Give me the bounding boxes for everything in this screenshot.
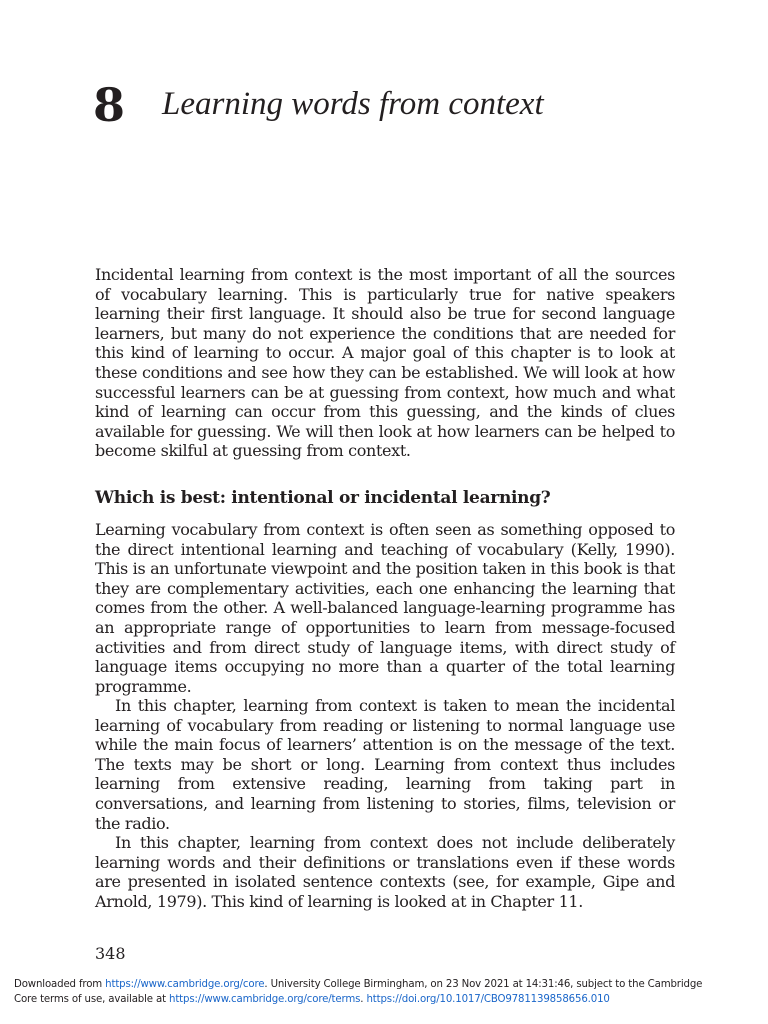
footer-downloaded-from: Downloaded from [14,979,106,990]
body-paragraph-3: In this chapter, learning from context does not include deliberately learning words and their definitions or translations even if these words are presented in isolated sentence contexts (see, for example, Gipe and Arnold, 1979). This kind of learning is looked at in Chapter 11. [95,833,675,911]
section-heading: Which is best: intentional or incidental learning? [95,488,551,508]
body-paragraph-1: Learning vocabulary from context is often seen as something opposed to the direct intentional learning and teaching of vocabulary (Kelly, 1990). This is an unfortunate viewpoint and the position taken in this book is that they are complementary activities, each one enhancing the learning that comes from the other. A well-balanced language-learning programme has an appropriate range of opportunities to learn from message-focused activities and from direct study of language items, with direct study of language items occupying no more than a quarter of the total learning programme. [95,520,675,696]
footer-line-2 [14,992,764,1007]
body-paragraph-2: In this chapter, learning from context is taken to mean the incidental learning of vocabulary from reading or listening to normal language use while the main focus of learners’ attention is on the message of the text. The texts may be short or long. Learning from context thus includes learning from extensive reading, learning from taking part in conversations, and learning from listening to stories, films, television or the radio. [95,696,675,833]
terms-link[interactable]: https://www.cambridge.org/core/terms [169,994,361,1005]
page-number: 348 [95,944,126,963]
footer-line-1 [14,977,764,992]
chapter-title: Learning words from context [162,86,544,122]
footer-separator: . [360,994,367,1005]
download-footer [14,977,764,1007]
intro-paragraph: Incidental learning from context is the most important of all the sources of vocabulary learning. This is particularly true for native speakers learning their first language. It should also be true for second language learners, but many do not experience the conditions that are needed for this kind of learning to occur. A major goal of this chapter is to look at these conditions and see how they can be established. We will look at how successful learners can be at guessing from context, how much and what kind of learning can occur from this guessing, and the kinds of clues available for guessing. We will then look at how learners can be helped to become skilful at guessing from context. [95,265,675,461]
footer-terms-prefix: Core terms of use, available at [14,994,170,1005]
core-link[interactable]: https://www.cambridge.org/core [105,979,265,990]
doi-link[interactable]: https://doi.org/10.1017/CBO9781139858656.010 [366,994,610,1005]
footer-access-info: . University College Birmingham, on 23 Nov 2021 at 14:31:46, subject to the Cambridge [264,979,703,990]
chapter-number: 8 [93,78,125,132]
